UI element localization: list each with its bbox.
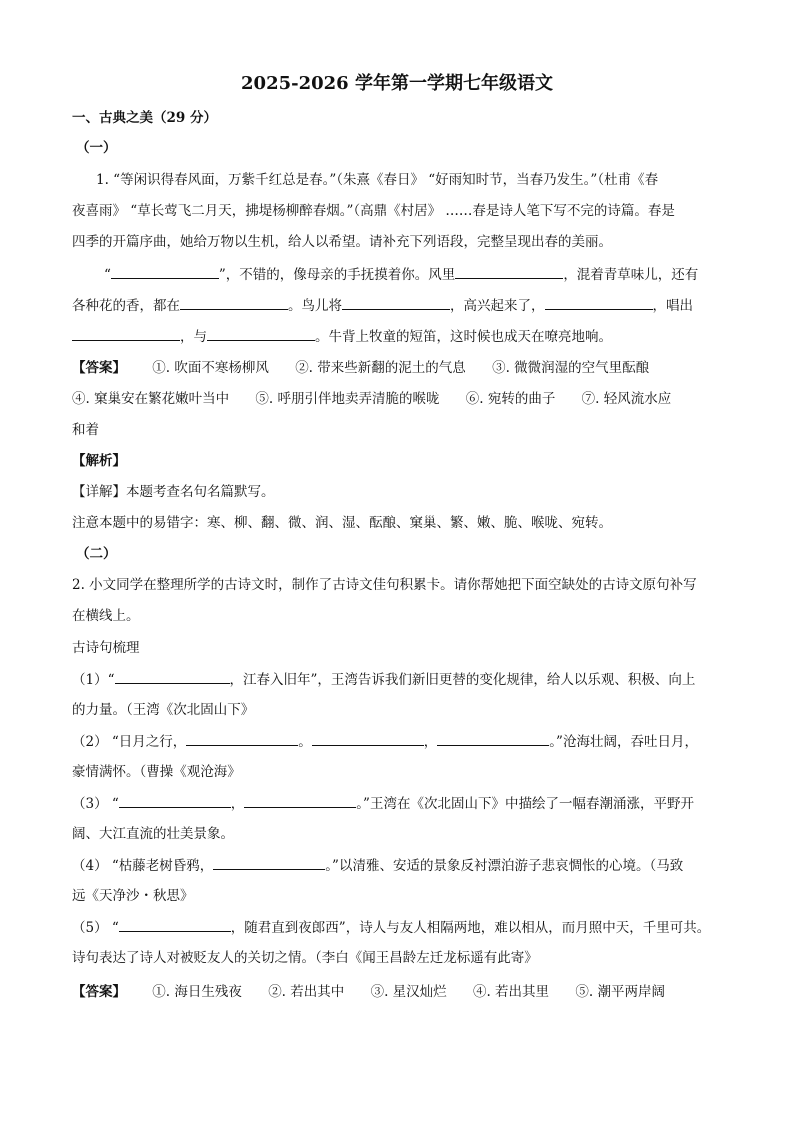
answer-2-line [72, 982, 722, 1002]
answer-label: 【答案】 [72, 984, 126, 1000]
answer-1-tail: 和着 [72, 422, 99, 438]
q1-line-1: 1. “等闲识得春风面，万紫千红总是春。”（朱熹《春日》 “好雨知时节，当春乃发生。”（杜甫《春 [96, 172, 659, 188]
item-sep: ， [230, 796, 245, 812]
item-sep: ， [423, 734, 438, 750]
answer-blank[interactable] [437, 731, 549, 746]
fill-text: 。鸟儿将 [288, 298, 342, 314]
q1-fill-line-2 [72, 295, 722, 316]
item-sep: 。 [298, 734, 312, 750]
answer-blank[interactable] [207, 326, 315, 341]
answer-label: 【答案】 [72, 360, 126, 376]
fill-text: ，混着青草味儿，还有 [563, 267, 699, 283]
q1-line-2: 夜喜雨》 “草长莺飞二月天，拂堤杨柳醉春烟。”（高鼎《村居》 ……春是诗人笔下写不完的诗篇。春是 [72, 203, 675, 219]
item-1 [72, 669, 722, 690]
fill-text: ”，不错的，像母亲的手抚摸着你。风里 [218, 267, 456, 283]
item-5-cont: 诗句表达了诗人对被贬友人的关切之情。（李白《闻王昌龄左迁龙标遥有此寄》 [72, 950, 538, 966]
answer-item: ①. 吹面不寒杨柳风 [152, 360, 269, 376]
answer-item: ③. 星汉灿烂 [370, 984, 447, 1000]
answer-item: ③. 微微润湿的空气里酝酿 [492, 360, 650, 376]
fill-text: “ [104, 267, 111, 283]
subsection-1: （一） [76, 140, 117, 156]
answer-item: ⑥. 宛转的曲子 [465, 391, 556, 407]
q2-line-2: 在横线上。 [72, 608, 140, 624]
fill-text: ，唱出 [652, 298, 693, 314]
item-num: （3） “ [72, 796, 119, 812]
item-4 [72, 855, 722, 876]
card-title: 古诗句梳理 [72, 640, 140, 656]
item-2 [72, 731, 722, 752]
item-text: ，江春入旧年”，王湾告诉我们新旧更替的变化规律，给人以乐观、积极、向上 [229, 672, 696, 688]
q1-line-3: 四季的开篇序曲，她给万物以生机，给人以希望。请补充下列语段，完整呈现出春的美丽。 [72, 234, 612, 250]
item-3 [72, 793, 722, 814]
item-text: ，随君直到夜郎西”，诗人与友人相隔两地，难以相从，而月照中天，千里可共。 [230, 920, 711, 936]
q1-fill-line-1 [104, 264, 754, 285]
item-3-cont: 阔、大江直流的壮美景象。 [72, 826, 234, 842]
q1-fill-line-3 [72, 326, 722, 347]
section-heading-1: 一、古典之美（29 分） [72, 110, 217, 126]
answer-blank[interactable] [186, 731, 298, 746]
fill-text: 各种花的香，都在 [72, 298, 180, 314]
item-num: （1）“ [72, 672, 115, 688]
answer-item: ①. 海日生残夜 [152, 984, 242, 1000]
answer-blank[interactable] [111, 264, 219, 279]
answer-blank[interactable] [119, 793, 231, 808]
answer-blank[interactable] [342, 295, 450, 310]
answer-blank[interactable] [72, 326, 180, 341]
item-4-cont: 远《天净沙・秋思》 [72, 888, 194, 904]
item-text: 。”以清雅、安适的景象反衬漂泊游子悲哀惆怅的心境。（马致 [325, 858, 684, 874]
answer-item: ④. 若出其里 [472, 984, 550, 1000]
item-1-cont: 的力量。（王湾《次北固山下》 [72, 702, 255, 718]
answer-item: ⑤. 呼朋引伴地卖弄清脆的喉咙 [255, 391, 440, 407]
fill-text: ，与 [180, 329, 207, 345]
answer-blank[interactable] [244, 793, 356, 808]
answer-blank[interactable] [312, 731, 424, 746]
answer-1-line-2 [72, 389, 722, 409]
item-text: 。”沧海壮阔，吞吐日月， [549, 734, 698, 750]
item-2-cont: 豪情满怀。（曹操《观沧海》 [72, 764, 241, 780]
answer-blank[interactable] [180, 295, 288, 310]
subsection-2: （二） [76, 546, 117, 562]
answer-item: ⑤. 潮平两岸阔 [575, 984, 665, 1000]
item-num: （2） “日月之行， [72, 734, 187, 750]
item-5 [72, 917, 722, 938]
answer-item: ④. 窠巢安在繁花嫩叶当中 [72, 391, 230, 407]
item-num: （4） “枯藤老树昏鸦， [72, 858, 214, 874]
item-num: （5） “ [72, 920, 119, 936]
fill-text: ，高兴起来了， [450, 298, 545, 314]
q2-line-1: 2. 小文同学在整理所学的古诗文时，制作了古诗文佳句积累卡。请你帮她把下面空缺处的古诗文原句补写 [72, 577, 697, 593]
answer-blank[interactable] [213, 855, 325, 870]
item-text: 。”王湾在《次北固山下》中描绘了一幅春潮涌涨，平野开 [356, 796, 694, 812]
answer-item: ⑦. 轻风流水应 [581, 391, 672, 407]
answer-item: ②. 带来些新翻的泥土的气息 [295, 360, 466, 376]
answer-item: ②. 若出其中 [268, 984, 345, 1000]
answer-1-line-1 [72, 358, 722, 378]
fill-text: 。牛背上牧童的短笛，这时候也成天在嘹亮地响。 [315, 329, 612, 345]
answer-blank[interactable] [119, 917, 231, 932]
detail-text: 【详解】本题考查名句名篇默写。 [72, 484, 275, 500]
answer-blank[interactable] [545, 295, 653, 310]
analysis-label: 【解析】 [72, 453, 126, 469]
error-note: 注意本题中的易错字：寒、柳、翻、微、润、湿、酝酿、窠巢、繁、嫩、脆、喉咙、宛转。 [72, 515, 612, 531]
answer-blank[interactable] [115, 669, 230, 684]
answer-blank[interactable] [455, 264, 563, 279]
page-title: 2025-2026 学年第一学期七年级语文 [241, 73, 553, 94]
